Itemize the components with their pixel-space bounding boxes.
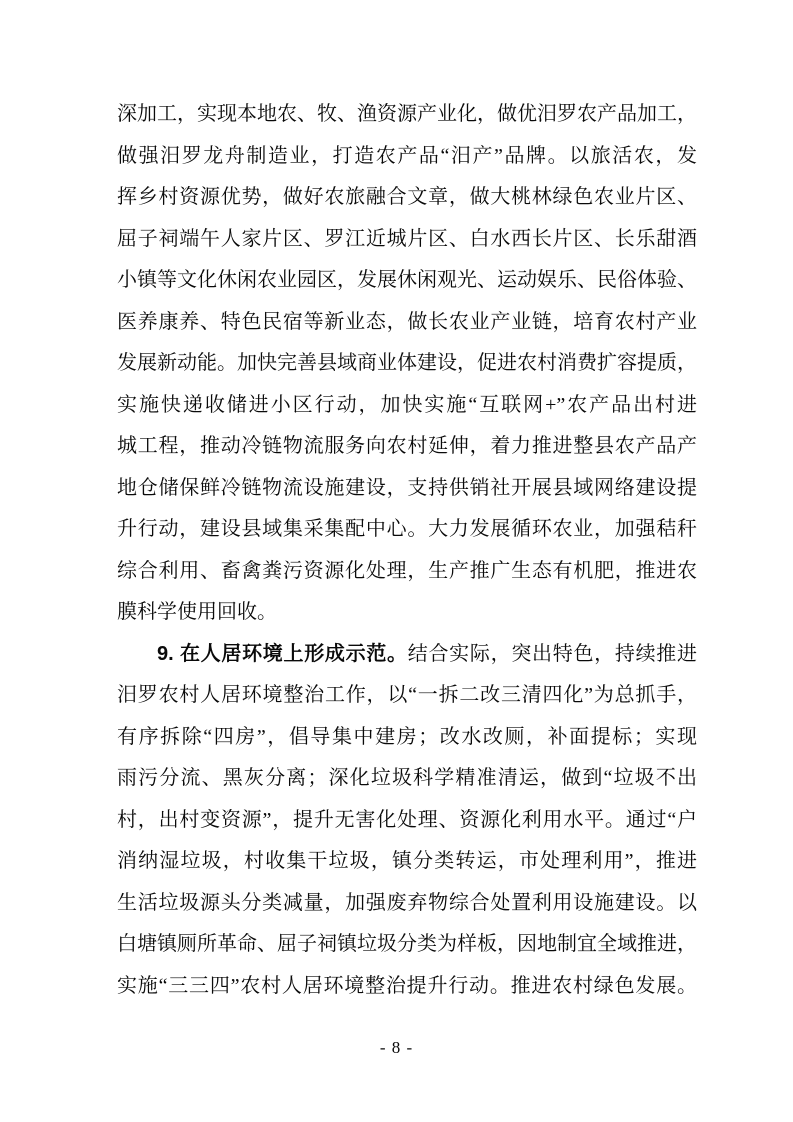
text-line: 生活垃圾源头分类减量，加强废弃物综合处置利用设施建设。以 [117,891,697,914]
page-number: - 8 - [379,1038,414,1057]
text-line: 城工程，推动冷链物流服务向农村延伸，着力推进整县农产品产 [117,435,697,457]
text-line: 实施快递收储进小区行动，加快实施“互联网+”农产品出村进 [117,393,697,416]
section-9-heading: 9. 在人居环境上形成示范。 [157,642,408,665]
text-line: 小镇等文化休闲农业园区，发展休闲观光、运动娱乐、民俗体验、 [117,269,697,291]
text-line: 挥乡村资源优势，做好农旅融合文章，做大桃林绿色农业片区、 [117,186,697,208]
text-line: 有序拆除“四房”，倡导集中建房；改水改厕，补面提标；实现 [117,725,697,748]
paragraph-9 [117,634,697,1008]
text-line: 发展新动能。加快完善县域商业体建设，促进农村消费扩容提质， [117,352,697,374]
text-line: 医养康养、特色民宿等新业态，做长农业产业链，培育农村产业 [117,310,697,333]
text-line: 升行动，建设县域集采集配中心。大力发展循环农业，加强秸秆 [117,518,697,540]
text-line: 汨罗农村人居环境整治工作，以“一拆二改三清四化”为总抓手， [117,684,697,706]
text-line: 膜科学使用回收。 [117,601,277,623]
paragraph-8-continuation [117,94,697,634]
text-line: 雨污分流、黑灰分离；深化垃圾科学精准清运，做到“垃圾不出 [117,767,697,789]
document-body [117,94,697,1007]
text-line: 白塘镇厕所革命、屈子祠镇垃圾分类为样板，因地制宜全域推进， [117,933,697,955]
text-line: 村，出村变资源”，提升无害化处理、资源化利用水平。通过“户 [117,808,697,831]
text-line: 地仓储保鲜冷链物流设施建设，支持供销社开展县域网络建设提 [117,476,697,499]
text-line: 做强汨罗龙舟制造业，打造农产品“汨产”品牌。以旅活农，发 [117,144,697,167]
text-line: 实施“三三四”农村人居环境整治提升行动。推进农村绿色发展。 [117,974,697,997]
text-line: 综合利用、畜禽粪污资源化处理，生产推广生态有机肥，推进农 [117,559,697,582]
text-line [117,634,697,676]
text-line: 消纳湿垃圾，村收集干垃圾，镇分类转运，市处理利用”，推进 [117,850,697,872]
text-run: 结合实际，突出特色，持续推进 [407,642,697,665]
text-line: 屈子祠端午人家片区、罗江近城片区、白水西长片区、长乐甜酒 [117,227,697,250]
text-line: 深加工，实现本地农、牧、渔资源产业化，做优汨罗农产品加工， [117,103,697,125]
